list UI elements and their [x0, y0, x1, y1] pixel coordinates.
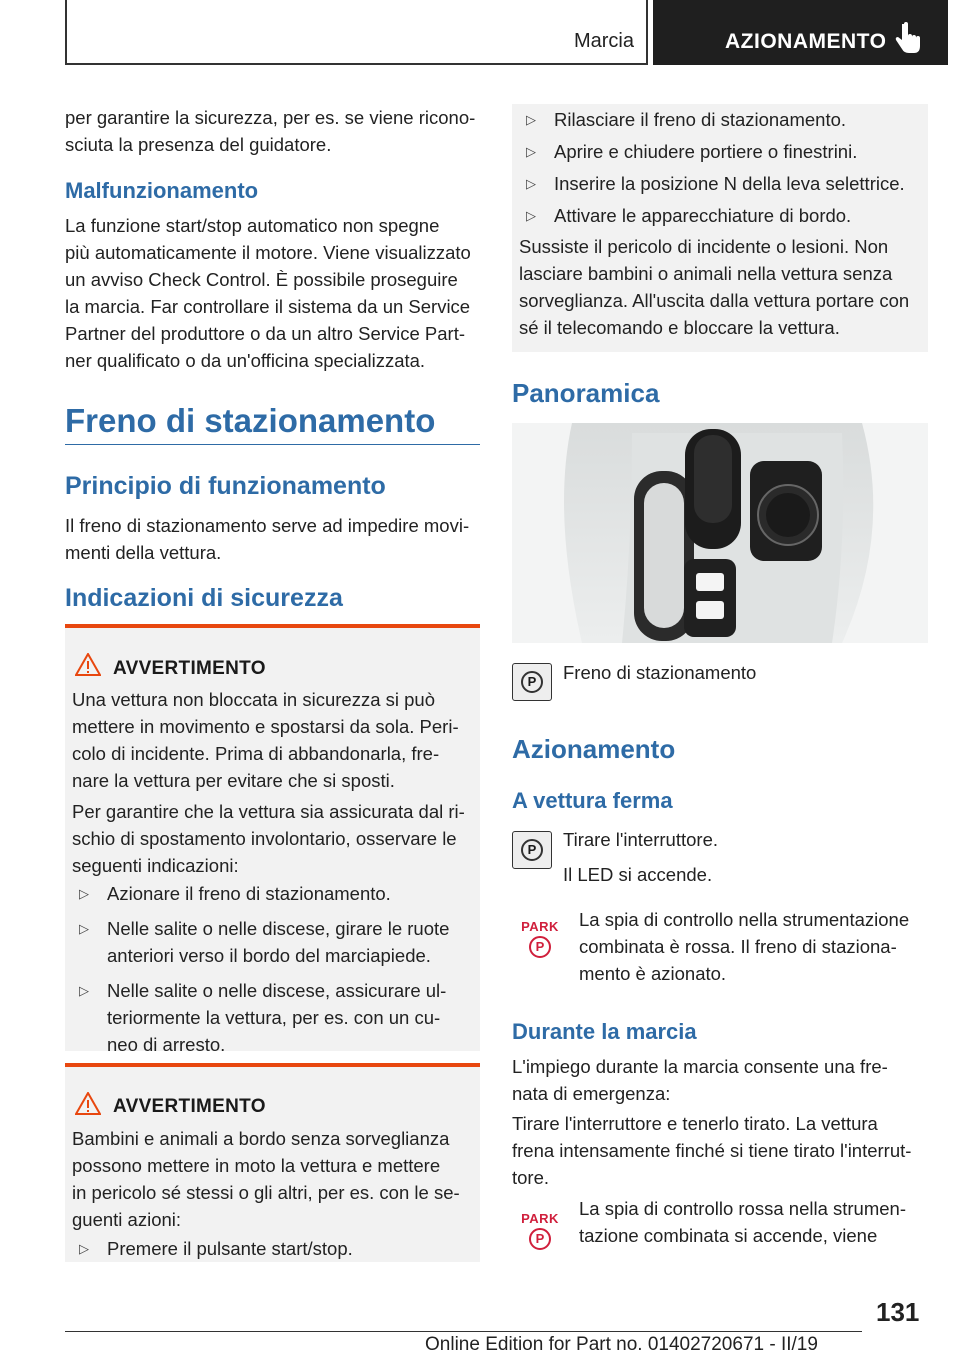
text-line: L'impiego durante la marcia consente una fre-	[512, 1056, 888, 1077]
bullet-triangle-icon: ▷	[79, 886, 89, 901]
warning-continuation-box	[512, 104, 928, 352]
warning-box-2	[65, 1063, 480, 1262]
p-symbol: P	[521, 839, 543, 861]
malfunction-heading: Malfunzionamento	[65, 178, 259, 203]
text-line: Sussiste il pericolo di incidente o lesioni. Non	[519, 236, 889, 257]
text-line: per garantire la sicurezza, per es. se viene ricono-	[65, 107, 476, 128]
text-line: Partner del produttore o da un altro Service Part-	[65, 323, 466, 344]
list-item	[526, 138, 857, 165]
text-line: Nelle salite o nelle discese, girare le ruote	[107, 918, 450, 939]
bullet-triangle-icon: ▷	[526, 176, 536, 191]
header-section-label: Marcia	[573, 30, 634, 52]
text-line: frena intensamente finché si tiene tirato l'interrut-	[512, 1140, 912, 1161]
text-line: sciuta la presenza del guidatore.	[65, 134, 332, 155]
text-line: Il LED si accende.	[563, 864, 713, 885]
text-line: Tirare l'interruttore e tenerlo tirato. La vettura	[512, 1113, 878, 1134]
text-line: guenti azioni:	[72, 1209, 182, 1230]
bullet-triangle-icon: ▷	[79, 1241, 89, 1256]
p-symbol: P	[529, 1228, 551, 1250]
text-line: Premere il pulsante start/stop.	[107, 1238, 353, 1259]
footer-rule	[65, 1331, 862, 1332]
text-line: menti della vettura.	[65, 542, 222, 563]
warning-title: AVVERTIMENTO	[113, 658, 266, 679]
console-illustration	[512, 423, 928, 643]
heading-rule	[65, 444, 480, 445]
text-line: tore.	[512, 1167, 550, 1188]
text-line: in pericolo sé stessi o gli altri, per es. con le se-	[72, 1182, 460, 1203]
text-line: Il freno di stazionamento serve ad impedire movi-	[65, 515, 470, 536]
text-line: Tirare l'interruttore.	[563, 829, 719, 850]
bullet-triangle-icon: ▷	[79, 983, 89, 998]
text-line: sorveglianza. All'uscita dalla vettura portare con	[519, 290, 910, 311]
operation-heading: Azionamento	[512, 734, 676, 764]
text-line: Bambini e animali a bordo senza sorveglianza	[72, 1128, 450, 1149]
list-item	[79, 977, 446, 1058]
bullet-triangle-icon: ▷	[526, 208, 536, 223]
list-item	[526, 106, 846, 133]
indicator-paragraph	[579, 1195, 906, 1249]
text-line: Azionare il freno di stazionamento.	[107, 883, 391, 904]
text-line: Per garantire che la vettura sia assicurata dal ri-	[72, 801, 465, 822]
bullet-triangle-icon: ▷	[526, 144, 536, 159]
safety-heading: Indicazioni di sicurezza	[65, 584, 343, 612]
text-line: sé il telecomando e bloccare la vettura.	[519, 317, 840, 338]
text-line: tazione combinata si accende, viene	[579, 1225, 878, 1246]
warning-paragraph	[72, 1125, 460, 1233]
parking-brake-heading: Freno di stazionamento	[65, 402, 436, 439]
text-line: anteriori verso il bordo del marciapiede.	[107, 945, 431, 966]
p-symbol: P	[529, 936, 551, 958]
list-item	[526, 170, 905, 197]
text-line: La funzione start/stop automatico non spegne	[65, 215, 440, 236]
text-line: mettere in movimento e spostarsi da sola. Peri-	[72, 716, 459, 737]
warning-triangle-icon	[75, 653, 101, 676]
text-line: Una vettura non bloccata in sicurezza si può	[72, 689, 436, 710]
list-item	[79, 915, 449, 969]
stationary-paragraph	[563, 826, 718, 888]
page-number: 131	[876, 1297, 920, 1327]
header-chapter-label: AZIONAMENTO	[725, 30, 887, 53]
driving-paragraph	[512, 1053, 888, 1107]
stationary-heading: A vettura ferma	[512, 788, 673, 813]
text-line: ner qualificato o da un'officina specializzata.	[65, 350, 426, 371]
text-line: nare la vettura per evitare che si sposti.	[72, 770, 395, 791]
warning-paragraph	[519, 233, 909, 341]
text-line: mento è azionato.	[579, 963, 727, 984]
intro-paragraph	[65, 104, 475, 158]
text-line: un avviso Check Control. È possibile proseguire	[65, 269, 458, 290]
bullet-triangle-icon: ▷	[79, 921, 89, 936]
park-indicator-icon	[518, 1212, 562, 1262]
list-item	[79, 1235, 353, 1262]
list-item	[526, 202, 851, 229]
text-line: teriormente la vettura, per es. con un cu-	[107, 1007, 441, 1028]
text-line: La spia di controllo nella strumentazione	[579, 909, 910, 930]
text-line: seguenti indicazioni:	[72, 855, 239, 876]
warning-paragraph	[72, 686, 459, 794]
malfunction-paragraph	[65, 212, 471, 374]
principle-heading: Principio di funzionamento	[65, 472, 386, 500]
overview-heading: Panoramica	[512, 378, 660, 408]
principle-paragraph	[65, 512, 469, 566]
list-item	[79, 880, 391, 907]
warning-paragraph	[72, 798, 465, 879]
parking-brake-switch-icon	[512, 663, 552, 701]
text-line: più automaticamente il motore. Viene visualizzato	[65, 242, 471, 263]
hand-pointer-icon	[893, 22, 923, 56]
text-line: colo di incidente. Prima di abbandonarla, fre-	[72, 743, 440, 764]
console-photo	[512, 423, 928, 643]
text-line: possono mettere in moto la vettura e mettere	[72, 1155, 441, 1176]
header-section-box	[65, 0, 648, 65]
driving-paragraph	[512, 1110, 911, 1191]
text-line: neo di arresto.	[107, 1034, 226, 1055]
bullet-triangle-icon: ▷	[526, 112, 536, 127]
parking-brake-switch-icon	[512, 831, 552, 869]
photo-caption: Freno di stazionamento	[563, 662, 757, 683]
text-line: Attivare le apparecchiature di bordo.	[554, 205, 852, 226]
p-symbol: P	[521, 671, 543, 693]
warning-triangle-icon	[75, 1092, 101, 1115]
indicator-paragraph	[579, 906, 909, 987]
text-line: Rilasciare il freno di stazionamento.	[554, 109, 847, 130]
park-indicator-icon	[518, 920, 562, 970]
text-line: Nelle salite o nelle discese, assicurare ul-	[107, 980, 447, 1001]
footer-edition: Online Edition for Part no. 01402720671 - II/19	[425, 1334, 818, 1355]
warning-box-1	[65, 624, 480, 1055]
park-word: PARK	[521, 1211, 559, 1226]
text-line: La spia di controllo rossa nella strumen-	[579, 1198, 906, 1219]
text-line: nata di emergenza:	[512, 1083, 671, 1104]
text-line: combinata è rossa. Il freno di staziona-	[579, 936, 897, 957]
park-word: PARK	[521, 919, 559, 934]
warning-title: AVVERTIMENTO	[113, 1096, 266, 1117]
text-line: la marcia. Far controllare il sistema da un Service	[65, 296, 471, 317]
text-line: Inserire la posizione N della leva selettrice.	[554, 173, 905, 194]
text-line: lasciare bambini o animali nella vettura senza	[519, 263, 893, 284]
text-line: Aprire e chiudere portiere o finestrini.	[554, 141, 858, 162]
header-chapter-tab	[653, 0, 948, 65]
text-line: schio di spostamento involontario, osservare le	[72, 828, 457, 849]
while-driving-heading: Durante la marcia	[512, 1019, 697, 1044]
